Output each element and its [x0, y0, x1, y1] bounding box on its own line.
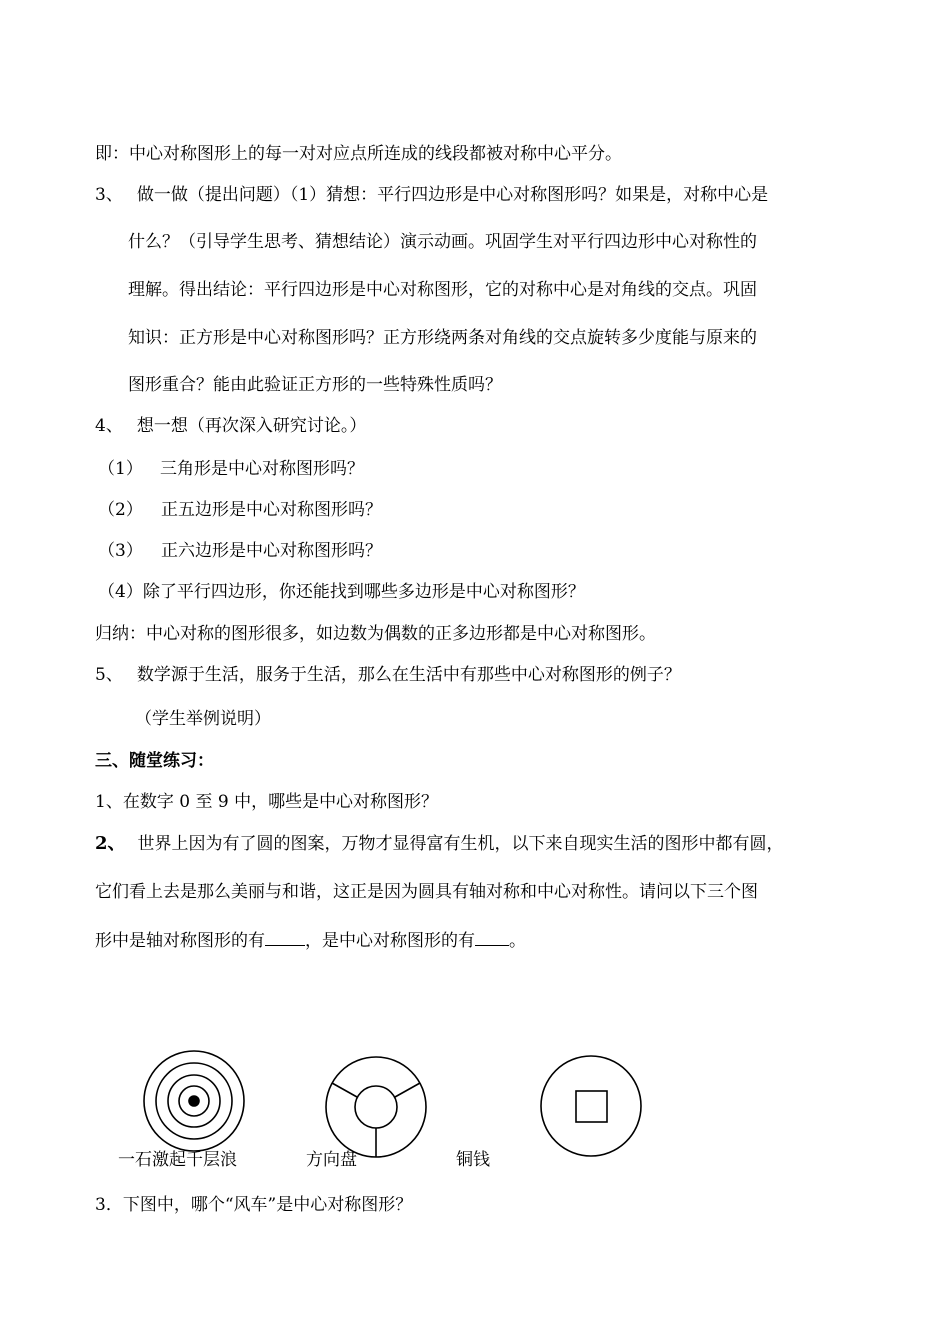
steering-wheel-label: 方向盘: [306, 1150, 357, 1170]
paragraph-line: 什么？（引导学生思考、猜想结论）演示动画。巩固学生对平行四边形中心对称性的: [128, 232, 757, 252]
exercise-text: ，是中心对称图形的有: [305, 931, 475, 951]
paragraph-line: 即：中心对称图形上的每一对对应点所连成的线段都被对称中心平分。: [95, 144, 622, 164]
exercise-2-line: 它们看上去是那么美丽与和谐，这正是因为圆具有轴对称和中心对称性。请问以下三个图: [95, 882, 758, 902]
item-text: 做一做（提出问题）（1）猜想：平行四边形是中心对称图形吗？如果是，对称中心是: [136, 185, 769, 205]
item-text: 数学源于生活，服务于生活，那么在生活中有那些中心对称图形的例子？: [136, 665, 681, 685]
exercise-text: 。: [509, 931, 526, 951]
ripple-label: 一石激起千层浪: [118, 1150, 237, 1170]
paragraph-line: 知识：正方形是中心对称图形吗？正方形绕两条对角线的交点旋转多少度能与原来的: [128, 328, 757, 348]
exercise-2-line: [95, 833, 784, 855]
figure-row: [100, 1035, 660, 1185]
exercise-text: 形中是轴对称图形的有: [95, 931, 265, 951]
ripple-figure: [144, 1051, 244, 1151]
section-heading: 三、随堂练习：: [95, 751, 214, 771]
steering-wheel-figure: [326, 1057, 426, 1157]
item-text: 想一想（再次深入研究讨论。）: [136, 416, 367, 436]
exercise-3: 3．下图中，哪个“风车”是中心对称图形？: [95, 1195, 413, 1215]
exercise-text: 世界上因为有了圆的图案，万物才显得富有生机，以下来自现实生活的图形中都有圆，: [137, 834, 784, 854]
coin-label: 铜钱: [456, 1150, 490, 1170]
item-number: 3、: [95, 185, 123, 205]
item-number: 4、: [95, 416, 123, 436]
paragraph-line: 图形重合？能由此验证正方形的一些特殊性质吗？: [128, 375, 502, 395]
item-5-line: [95, 664, 681, 686]
paragraph-line: 理解。得出结论：平行四边形是中心对称图形，它的对称中心是对角线的交点。巩固: [128, 280, 757, 300]
exercise-number: 2、: [95, 833, 126, 854]
exercise-2-line: [95, 929, 526, 952]
coin-figure: [541, 1056, 641, 1156]
exercise-1: 1、在数字 0 至 9 中，哪些是中心对称图形？: [95, 792, 439, 812]
item-number: 5、: [95, 665, 123, 685]
question-2: [98, 499, 382, 521]
question-1: [98, 458, 364, 480]
question-number: （1）: [98, 459, 143, 479]
question-number: （3）: [98, 541, 143, 561]
answer-blank-center[interactable]: [475, 929, 509, 946]
item-5-note: （学生举例说明）: [135, 709, 271, 729]
question-3: [98, 540, 382, 562]
question-4: （4）除了平行四边形，你还能找到哪些多边形是中心对称图形？: [98, 582, 585, 602]
question-text: 正五边形是中心对称图形吗？: [161, 500, 382, 520]
item-4-line: [95, 415, 366, 437]
item-3-line: [95, 184, 768, 206]
summary-line: 归纳：中心对称的图形很多，如边数为偶数的正多边形都是中心对称图形。: [95, 624, 656, 644]
question-text: 三角形是中心对称图形吗？: [160, 459, 364, 479]
question-text: 正六边形是中心对称图形吗？: [161, 541, 382, 561]
question-number: （2）: [98, 500, 143, 520]
answer-blank-axis[interactable]: [265, 929, 305, 946]
